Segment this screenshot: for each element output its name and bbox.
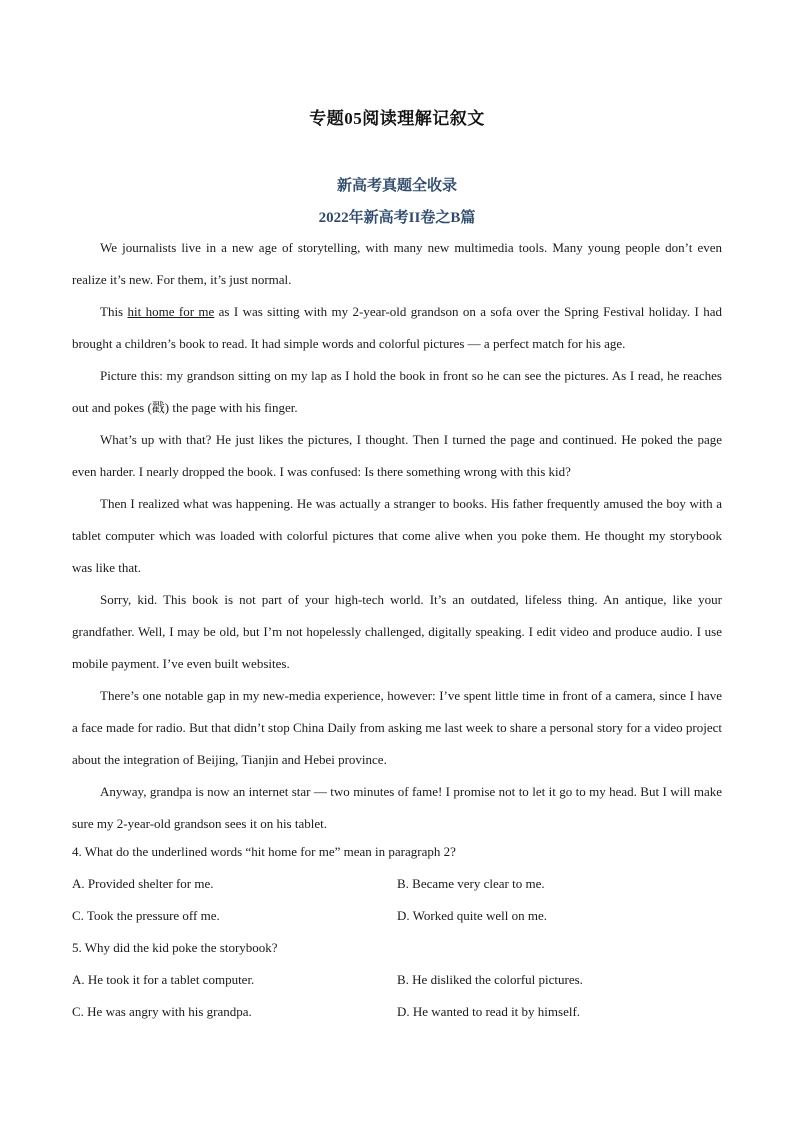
paragraph-2 [72,296,722,360]
question-5-options-row-2 [72,996,722,1028]
question-5-stem: 5. Why did the kid poke the storybook? [72,940,278,955]
question-5-option-d: D. He wanted to read it by himself. [397,1004,581,1019]
paragraph-4: What’s up with that? He just likes the pictures, I thought. Then I turned the page and continued. He poked the page even harder. I nearly dropped the book. I was confused: Is there something wrong with this kid? [72,432,722,479]
question-5-option-c: C. He was angry with his grandpa. [72,1004,252,1019]
question-list [72,836,722,1028]
page-title: 专题05阅读理解记叙文 [309,109,485,128]
paragraph-5: Then I realized what was happening. He was actually a stranger to books. His father frequently amused the boy with a tablet computer which was loaded with colorful pictures that come alive when you poke them. He thought my storybook was like that. [72,496,722,575]
section-heading: 新高考真题全收录 [336,178,457,194]
question-5-option-a: A. He took it for a tablet computer. [72,972,255,987]
question-5-option-b: B. He disliked the colorful pictures. [397,972,583,987]
question-4-stem: 4. What do the underlined words “hit home for me” mean in paragraph 2? [72,844,456,859]
paragraph-8: Anyway, grandpa is now an internet star — two minutes of fame! I promise not to let it go to my head. But I will make sure my 2-year-old grandson sees it on his tablet. [72,784,722,831]
reading-passage [72,232,722,840]
question-5-options-row-1 [72,964,722,996]
question-4-option-c: C. Took the pressure off me. [72,908,220,923]
question-4-option-a: A. Provided shelter for me. [72,876,214,891]
question-4-option-d: D. Worked quite well on me. [397,908,547,923]
paragraph-2-rest: as I was sitting with my 2-year-old grandson on a sofa over the Spring Festival holiday. I had brought a children’s book to read. It had simple words and colorful pictures — a perfect match for his age. [72,304,722,351]
section-subheading: 2022年新高考II卷之B篇 [318,210,476,226]
question-4-option-b: B. Became very clear to me. [397,876,545,891]
paragraph-2-start: This [100,304,128,319]
underlined-phrase: hit home for me [127,304,215,319]
paragraph-7: There’s one notable gap in my new-media experience, however: I’ve spent little time in front of a camera, since I have a face made for radio. But that didn’t stop China Daily from asking me last week to share a personal story for a video project about the integration of Beijing, Tianjin and Hebei province. [72,688,722,767]
paragraph-6: Sorry, kid. This book is not part of your high-tech world. It’s an outdated, lifeless thing. An antique, like your grandfather. Well, I may be old, but I’m not hopelessly challenged, digitally speaking. I edit video and produce audio. I use mobile payment. I’ve even built websites. [72,592,722,671]
question-4-options-row-1 [72,868,722,900]
question-4-options-row-2 [72,900,722,932]
paragraph-1: We journalists live in a new age of storytelling, with many new multimedia tools. Many young people don’t even realize it’s new. For them, it’s just normal. [72,240,722,287]
paragraph-3: Picture this: my grandson sitting on my lap as I hold the book in front so he can see the pictures. As I read, he reaches out and pokes (戳) the page with his finger. [72,368,722,415]
